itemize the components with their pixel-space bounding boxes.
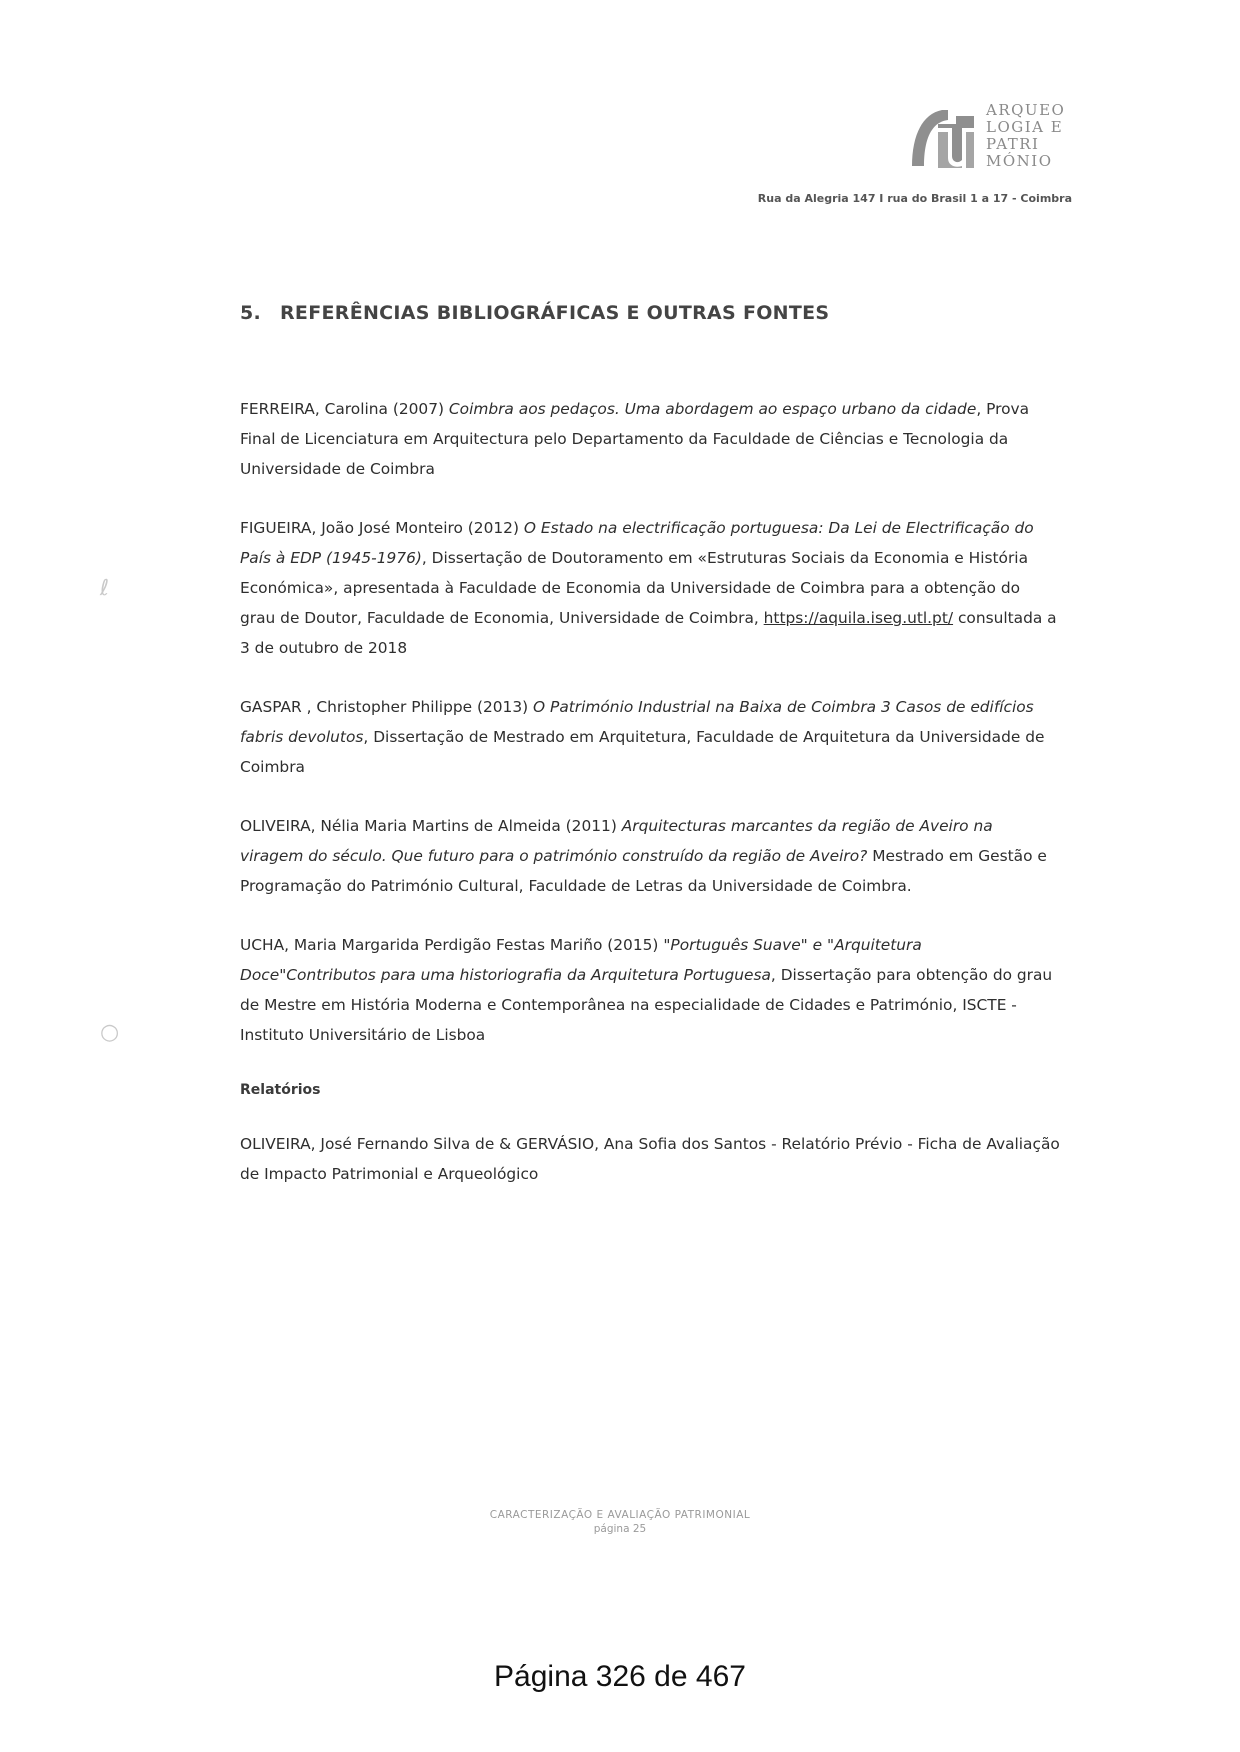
logo-line-2: LOGIA E: [986, 118, 1064, 136]
logo-line-1: ARQUEO: [986, 101, 1066, 119]
reference-details: , Prova Final de Licenciatura em Arquitectura pelo Departamento da Faculdade de Ciências e Tecnologia da Universidade de Coimbra: [240, 400, 1030, 478]
reference-item: [240, 930, 1060, 1050]
reference-consulted: consultada a 3 de outubro de 2018: [240, 609, 1057, 657]
company-logo: [908, 100, 1068, 176]
reference-details: , Dissertação para obtenção do grau de Mestre em História Moderna e Contemporânea na especialidade de Cidades e Património, ISCTE - Instituto Universitário de Lisboa: [240, 966, 1053, 1044]
reference-details: , Dissertação de Mestrado em Arquitetura, Faculdade de Arquitetura da Universidade de Coimbra: [240, 728, 1045, 776]
logo-line-4: MÓNIO: [986, 152, 1053, 170]
reference-title: Coimbra aos pedaços. Uma abordagem ao espaço urbano da cidade: [448, 400, 977, 418]
reference-title: O Estado na electrificação portuguesa: Da Lei de Electrificação do País à EDP (1945-1976): [240, 519, 1034, 567]
logo-line-3: PATRI: [986, 135, 1040, 153]
reference-title: Arquitecturas marcantes da região de Aveiro na viragem do século. Que futuro para o património construído da região de Aveiro?: [240, 817, 993, 865]
reference-item: [240, 513, 1060, 663]
footer-title: CARACTERIZAÇÃO E AVALIAÇÃO PATRIMONIAL: [489, 1509, 751, 1521]
reference-author: UCHA, Maria Margarida Perdigão Festas Mariño (2015): [240, 936, 664, 954]
report-item: OLIVEIRA, José Fernando Silva de & GERVÁSIO, Ana Sofia dos Santos - Relatório Prévio - Ficha de Avaliação de Impacto Patrimonial e Arqueológico: [240, 1135, 1060, 1183]
reference-item: [240, 394, 1060, 484]
reference-author: FERREIRA, Carolina (2007): [240, 400, 449, 418]
logo-wordmark: [986, 102, 1068, 170]
reference-item: [240, 692, 1060, 782]
reference-author: FIGUEIRA, João José Monteiro (2012): [240, 519, 524, 537]
reference-author: OLIVEIRA, Nélia Maria Martins de Almeida (2011): [240, 817, 622, 835]
reference-link[interactable]: https://aquila.iseg.utl.pt/: [763, 609, 954, 627]
reference-item: [240, 811, 1060, 901]
header-address: Rua da Alegria 147 I rua do Brasil 1 a 17 - Coimbra: [757, 192, 1072, 205]
logo-mark-icon: [908, 106, 980, 170]
scan-smudge: ○: [100, 1020, 120, 1045]
page-footer: [0, 1508, 1240, 1536]
section-heading: REFERÊNCIAS BIBLIOGRÁFICAS E OUTRAS FONTES: [280, 302, 830, 324]
reference-author: GASPAR , Christopher Philippe (2013): [240, 698, 534, 716]
reference-title: O Património Industrial na Baixa de Coimbra 3 Casos de edifícios fabris devolutos: [240, 698, 1034, 746]
section-number: 5.: [240, 302, 262, 324]
section-title: [240, 302, 829, 324]
scan-smudge: ℓ: [100, 576, 110, 601]
reference-title: "Português Suave" e "Arquitetura Doce"Contributos para uma historiografia da Arquitetura Portuguesa: [240, 936, 922, 984]
reports-heading: Relatórios: [240, 1082, 321, 1098]
reference-details: , Dissertação de Doutoramento em «Estruturas Sociais da Economia e História Económica», apresentada à Faculdade de Economia da Universidade de Coimbra para a obtenção do grau de Doutor, Faculdade de Economia, Universidade de Coimbra,: [240, 549, 1029, 627]
document-page-counter: Página 326 de 467: [494, 1660, 746, 1693]
reference-list: [240, 394, 1060, 1218]
footer-page-number: página 25: [593, 1523, 647, 1535]
reference-details: Mestrado em Gestão e Programação do Património Cultural, Faculdade de Letras da Universidade de Coimbra.: [240, 847, 1047, 895]
